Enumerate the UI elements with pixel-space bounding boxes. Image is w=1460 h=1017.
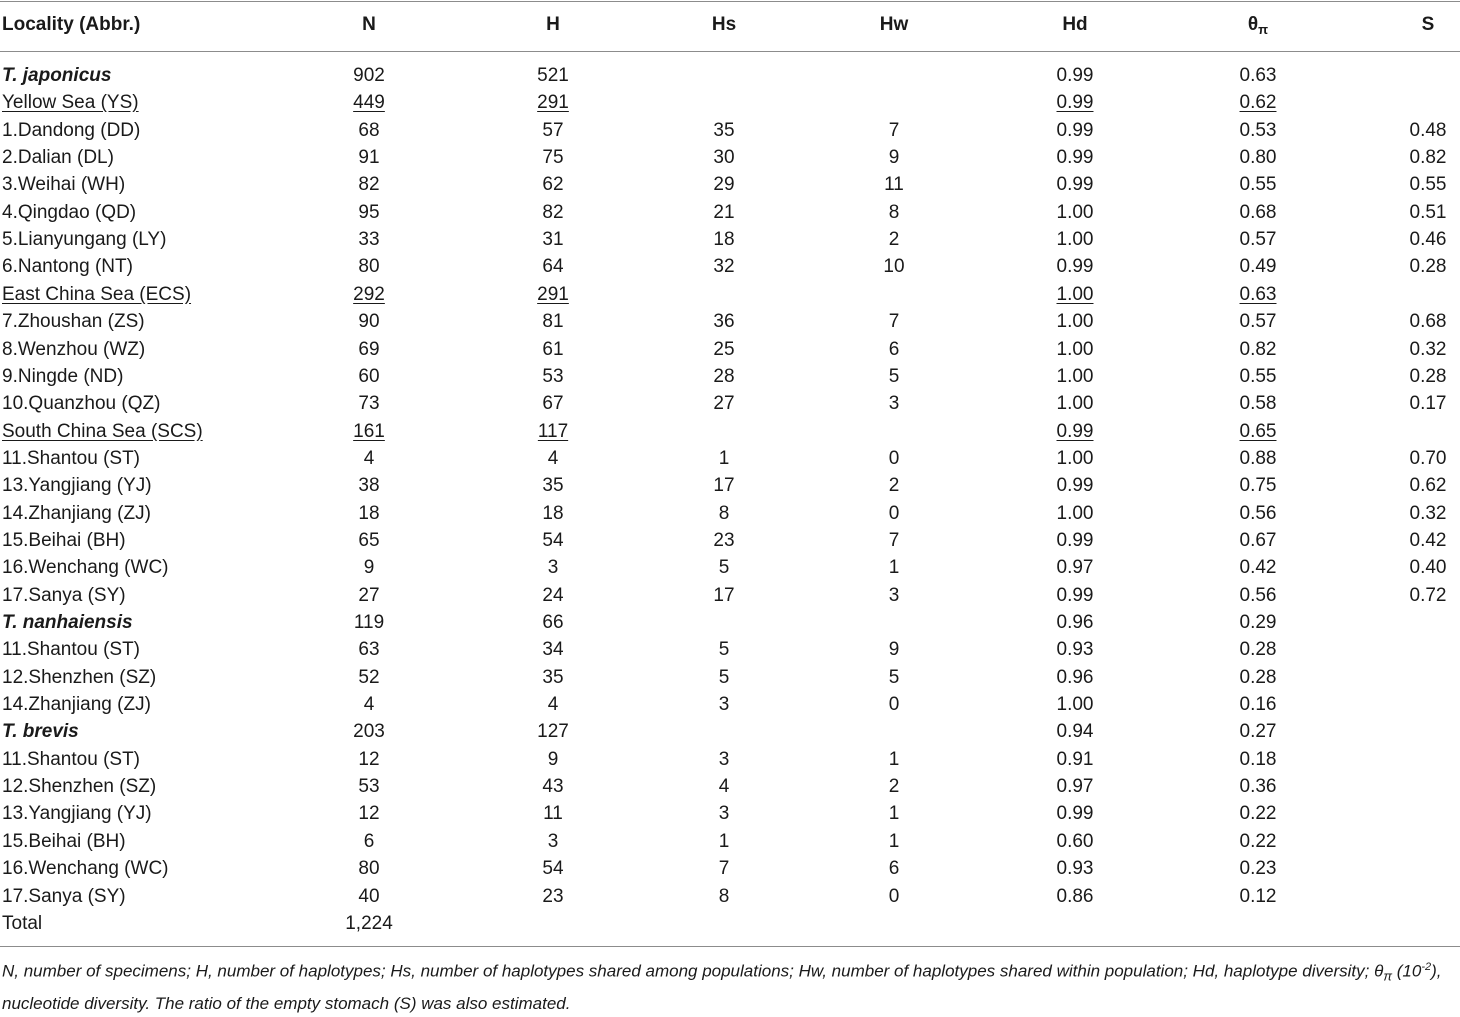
cell-h: 24	[542, 584, 564, 606]
cell-h: 62	[542, 174, 564, 196]
cell-hw: 7	[888, 529, 900, 551]
cell-theta: 0.63	[1239, 65, 1277, 86]
cell-hs: 8	[718, 502, 730, 524]
cell-h: 18	[542, 502, 564, 524]
cell-hw: 0	[888, 885, 900, 907]
table-row	[0, 472, 1460, 499]
table-header-rule	[0, 51, 1460, 52]
table-row	[0, 308, 1460, 335]
cell-hd: 0.60	[1056, 830, 1094, 852]
table-row	[0, 664, 1460, 691]
cell-n: 53	[358, 776, 380, 798]
cell-theta: 0.53	[1239, 119, 1277, 141]
cell-hd: 0.96	[1056, 666, 1094, 688]
cell-hw: 8	[888, 201, 900, 223]
cell-hw: 6	[888, 858, 900, 880]
cell-theta: 0.29	[1239, 612, 1277, 633]
cell-theta: 0.62	[1239, 92, 1277, 114]
cell-hs: 27	[713, 393, 735, 415]
cell-n: 65	[358, 529, 380, 551]
species-row	[0, 62, 1460, 89]
cell-locality: 11.Shantou (ST)	[2, 639, 141, 661]
header-hs: Hs	[711, 14, 737, 35]
cell-s: 0.32	[1409, 338, 1447, 360]
table-row	[0, 828, 1460, 855]
cell-theta: 0.16	[1239, 694, 1277, 716]
table-row	[0, 746, 1460, 773]
table-row	[0, 500, 1460, 527]
cell-hs: 3	[718, 748, 730, 770]
species-row	[0, 609, 1460, 636]
cell-hd: 0.97	[1056, 776, 1094, 798]
cell-n: 63	[358, 639, 380, 661]
cell-theta: 0.27	[1239, 721, 1277, 743]
cell-n: 18	[358, 502, 380, 524]
cell-n: 12	[358, 748, 380, 770]
cell-n: 60	[358, 365, 380, 387]
cell-hw: 3	[888, 393, 900, 415]
cell-hw: 9	[888, 147, 900, 169]
cell-n: 80	[358, 256, 380, 278]
cell-hw: 0	[888, 447, 900, 469]
header-n: N	[362, 14, 376, 35]
region-row	[0, 89, 1460, 116]
cell-h: 53	[542, 365, 564, 387]
cell-hd: 0.99	[1056, 256, 1094, 278]
table-row	[0, 171, 1460, 198]
cell-s: 0.28	[1409, 256, 1447, 278]
header-theta-symbol: θ	[1247, 14, 1259, 35]
cell-h: 23	[542, 885, 564, 907]
cell-h: 291	[537, 283, 569, 305]
cell-theta: 0.42	[1239, 557, 1277, 579]
cell-hd: 0.93	[1056, 639, 1094, 661]
cell-n: 902	[353, 65, 385, 86]
table-row	[0, 691, 1460, 718]
cell-hd: 0.86	[1056, 885, 1094, 907]
cell-hw: 3	[888, 584, 900, 606]
cell-hd: 1.00	[1056, 338, 1094, 360]
cell-s: 0.68	[1409, 311, 1447, 333]
cell-theta: 0.56	[1239, 584, 1277, 606]
table-row	[0, 883, 1460, 910]
cell-h: 81	[542, 311, 564, 333]
footnote-text-1: N, number of specimens; H, number of haplotypes; Hs, number of haplotypes shared among populations; Hw, number of haplotypes shared within population; Hd, haplotype diversity; θ	[2, 961, 1384, 981]
cell-locality: 14.Zhanjiang (ZJ)	[2, 694, 151, 716]
cell-h: 11	[543, 803, 563, 825]
cell-theta: 0.56	[1239, 502, 1277, 524]
cell-s: 0.17	[1409, 393, 1447, 415]
cell-locality: 16.Wenchang (WC)	[2, 858, 169, 880]
cell-hs: 5	[718, 557, 730, 579]
header-theta-subscript: π	[1258, 22, 1269, 37]
cell-locality: T. brevis	[2, 721, 79, 743]
cell-locality: 1.Dandong (DD)	[2, 119, 141, 141]
cell-s: 0.55	[1409, 174, 1447, 196]
cell-locality: Yellow Sea (YS)	[2, 92, 139, 114]
cell-hw: 10	[883, 256, 905, 278]
cell-locality: South China Sea (SCS)	[2, 420, 203, 442]
cell-h: 4	[547, 447, 559, 469]
cell-hd: 1.00	[1056, 365, 1094, 387]
cell-locality: Total	[2, 912, 43, 934]
cell-n: 82	[358, 174, 380, 196]
cell-h: 61	[542, 338, 564, 360]
cell-theta: 0.55	[1239, 174, 1277, 196]
cell-hw: 6	[888, 338, 900, 360]
cell-locality: 12.Shenzhen (SZ)	[2, 776, 157, 798]
cell-locality: 17.Sanya (SY)	[2, 584, 126, 606]
cell-h: 57	[542, 119, 564, 141]
cell-locality: 9.Ningde (ND)	[2, 365, 124, 387]
cell-h: 43	[542, 776, 564, 798]
cell-hw: 2	[888, 229, 900, 251]
cell-s: 0.72	[1409, 584, 1447, 606]
cell-s: 0.82	[1409, 147, 1447, 169]
header-hw: Hw	[879, 14, 909, 35]
cell-locality: 15.Beihai (BH)	[2, 830, 126, 852]
cell-theta: 0.68	[1239, 201, 1277, 223]
cell-n: 292	[353, 283, 385, 305]
cell-hd: 0.99	[1056, 475, 1094, 497]
cell-locality: 4.Qingdao (QD)	[2, 201, 137, 223]
cell-theta: 0.75	[1239, 475, 1277, 497]
cell-n: 38	[358, 475, 380, 497]
table-row	[0, 527, 1460, 554]
cell-n: 52	[358, 666, 380, 688]
cell-hs: 23	[713, 529, 735, 551]
cell-n: 119	[353, 612, 385, 633]
cell-hs: 21	[713, 201, 735, 223]
cell-hd: 1.00	[1056, 311, 1094, 333]
species-row	[0, 718, 1460, 745]
cell-h: 127	[537, 721, 569, 743]
cell-locality: 10.Quanzhou (QZ)	[2, 393, 161, 415]
cell-n: 4	[363, 694, 375, 716]
cell-h: 31	[542, 229, 564, 251]
cell-h: 521	[537, 65, 569, 86]
cell-hw: 9	[888, 639, 900, 661]
cell-h: 66	[542, 612, 564, 633]
cell-h: 67	[542, 393, 564, 415]
cell-theta: 0.57	[1239, 311, 1277, 333]
cell-locality: 3.Weihai (WH)	[2, 174, 126, 196]
cell-h: 75	[542, 147, 564, 169]
cell-theta: 0.36	[1239, 776, 1277, 798]
cell-locality: 2.Dalian (DL)	[2, 147, 114, 169]
cell-hd: 0.99	[1056, 92, 1094, 114]
cell-hs: 1	[718, 447, 730, 469]
cell-n: 80	[358, 858, 380, 880]
cell-locality: 6.Nantong (NT)	[2, 256, 133, 278]
cell-hw: 11	[884, 174, 904, 196]
cell-locality: 12.Shenzhen (SZ)	[2, 666, 157, 688]
cell-n: 33	[358, 229, 380, 251]
cell-s: 0.70	[1409, 447, 1447, 469]
cell-hs: 32	[713, 256, 735, 278]
cell-locality: East China Sea (ECS)	[2, 283, 192, 305]
footnote-text-3: ), nucleotide diversity. The ratio of the empty stomach (S) was also estimated.	[2, 961, 1442, 1013]
cell-n: 4	[363, 447, 375, 469]
cell-hd: 0.91	[1056, 748, 1094, 770]
cell-locality: T. nanhaiensis	[2, 612, 133, 633]
header-hd: Hd	[1062, 14, 1088, 35]
cell-hs: 28	[713, 365, 735, 387]
cell-h: 54	[542, 858, 564, 880]
table-bottom-rule	[0, 946, 1460, 947]
cell-theta: 0.28	[1239, 639, 1277, 661]
cell-hd: 1.00	[1056, 447, 1094, 469]
cell-locality: T. japonicus	[2, 65, 112, 86]
footnote-theta-subscript: π	[1383, 968, 1393, 984]
table-top-rule	[0, 1, 1460, 2]
cell-hs: 17	[713, 584, 735, 606]
cell-hw: 5	[888, 365, 900, 387]
cell-hd: 1.00	[1056, 201, 1094, 223]
cell-hs: 3	[718, 694, 730, 716]
cell-hw: 1	[888, 803, 900, 825]
table-row	[0, 117, 1460, 144]
cell-theta: 0.88	[1239, 447, 1277, 469]
cell-hs: 8	[718, 885, 730, 907]
cell-hw: 0	[888, 502, 900, 524]
cell-hd: 0.99	[1056, 65, 1094, 86]
table-row	[0, 226, 1460, 253]
table-row	[0, 554, 1460, 581]
cell-h: 34	[542, 639, 564, 661]
cell-n: 27	[358, 584, 380, 606]
cell-theta: 0.58	[1239, 393, 1277, 415]
cell-locality: 14.Zhanjiang (ZJ)	[2, 502, 151, 524]
cell-hd: 0.99	[1056, 529, 1094, 551]
table-row	[0, 636, 1460, 663]
cell-theta: 0.67	[1239, 529, 1277, 551]
table-row	[0, 582, 1460, 609]
cell-h: 9	[547, 748, 559, 770]
cell-n: 1,224	[345, 912, 393, 934]
cell-hs: 7	[718, 858, 730, 880]
cell-theta: 0.23	[1239, 858, 1277, 880]
cell-s: 0.42	[1409, 529, 1447, 551]
cell-n: 161	[353, 420, 385, 442]
cell-h: 291	[537, 92, 569, 114]
cell-theta: 0.22	[1239, 803, 1277, 825]
table-row	[0, 445, 1460, 472]
cell-theta: 0.65	[1239, 420, 1277, 442]
cell-theta: 0.80	[1239, 147, 1277, 169]
cell-h: 4	[547, 694, 559, 716]
cell-theta: 0.57	[1239, 229, 1277, 251]
cell-hd: 1.00	[1056, 694, 1094, 716]
cell-hs: 4	[718, 776, 730, 798]
cell-hw: 1	[888, 557, 900, 579]
region-row	[0, 281, 1460, 308]
cell-locality: 17.Sanya (SY)	[2, 885, 126, 907]
cell-hs: 17	[713, 475, 735, 497]
cell-locality: 13.Yangjiang (YJ)	[2, 475, 152, 497]
cell-locality: 11.Shantou (ST)	[2, 447, 141, 469]
cell-hd: 0.93	[1056, 858, 1094, 880]
cell-h: 54	[542, 529, 564, 551]
cell-hd: 0.99	[1056, 584, 1094, 606]
cell-hs: 5	[718, 639, 730, 661]
cell-hs: 35	[713, 119, 735, 141]
table-footnote	[2, 954, 1452, 1017]
cell-hw: 0	[888, 694, 900, 716]
cell-s: 0.51	[1409, 201, 1447, 223]
cell-locality: 5.Lianyungang (LY)	[2, 229, 167, 251]
cell-locality: 11.Shantou (ST)	[2, 748, 141, 770]
cell-h: 35	[542, 666, 564, 688]
cell-n: 203	[353, 721, 385, 743]
table-row	[0, 253, 1460, 280]
cell-locality: 15.Beihai (BH)	[2, 529, 126, 551]
table-row	[0, 144, 1460, 171]
cell-theta: 0.82	[1239, 338, 1277, 360]
cell-theta: 0.18	[1239, 748, 1277, 770]
cell-hw: 2	[888, 776, 900, 798]
cell-hd: 1.00	[1056, 283, 1094, 305]
cell-h: 117	[537, 420, 569, 442]
cell-hd: 0.99	[1056, 119, 1094, 141]
cell-hs: 5	[718, 666, 730, 688]
cell-h: 64	[542, 256, 564, 278]
cell-hw: 1	[888, 748, 900, 770]
region-row	[0, 418, 1460, 445]
cell-hd: 0.99	[1056, 147, 1094, 169]
cell-hd: 0.96	[1056, 612, 1094, 633]
cell-theta: 0.28	[1239, 666, 1277, 688]
cell-h: 35	[542, 475, 564, 497]
cell-hw: 7	[888, 119, 900, 141]
cell-n: 12	[358, 803, 380, 825]
cell-hs: 30	[713, 147, 735, 169]
cell-hs: 29	[713, 174, 735, 196]
cell-h: 3	[547, 557, 559, 579]
table-row	[0, 336, 1460, 363]
cell-locality: 8.Wenzhou (WZ)	[2, 338, 146, 360]
cell-s: 0.46	[1409, 229, 1447, 251]
cell-hd: 0.99	[1056, 174, 1094, 196]
table-row	[0, 363, 1460, 390]
cell-n: 73	[358, 393, 380, 415]
cell-hw: 7	[888, 311, 900, 333]
cell-hs: 36	[713, 311, 735, 333]
cell-hd: 1.00	[1056, 393, 1094, 415]
cell-locality: 7.Zhoushan (ZS)	[2, 311, 145, 333]
cell-hs: 25	[713, 338, 735, 360]
cell-h: 3	[547, 830, 559, 852]
cell-n: 449	[353, 92, 385, 114]
table-row	[0, 855, 1460, 882]
table-row	[0, 390, 1460, 417]
footnote-exponent: -2	[1421, 961, 1432, 973]
table-row	[0, 199, 1460, 226]
cell-hs: 18	[713, 229, 735, 251]
header-theta	[1248, 11, 1268, 43]
cell-theta: 0.49	[1239, 256, 1277, 278]
cell-theta: 0.12	[1239, 885, 1277, 907]
cell-hd: 0.97	[1056, 557, 1094, 579]
table-row	[0, 773, 1460, 800]
cell-theta: 0.55	[1239, 365, 1277, 387]
cell-hw: 1	[888, 830, 900, 852]
cell-hd: 1.00	[1056, 502, 1094, 524]
cell-locality: 16.Wenchang (WC)	[2, 557, 169, 579]
cell-hd: 1.00	[1056, 229, 1094, 251]
cell-hd: 0.99	[1056, 803, 1094, 825]
cell-theta: 0.22	[1239, 830, 1277, 852]
cell-hw: 2	[888, 475, 900, 497]
cell-theta: 0.63	[1239, 283, 1277, 305]
cell-hd: 0.94	[1056, 721, 1094, 743]
cell-s: 0.28	[1409, 365, 1447, 387]
cell-s: 0.32	[1409, 502, 1447, 524]
cell-locality: 13.Yangjiang (YJ)	[2, 803, 152, 825]
cell-hw: 5	[888, 666, 900, 688]
total-row	[0, 910, 1460, 937]
footnote-text-2: (10	[1392, 961, 1422, 981]
cell-n: 40	[358, 885, 380, 907]
table-row	[0, 800, 1460, 827]
cell-s: 0.40	[1409, 557, 1447, 579]
cell-n: 68	[358, 119, 380, 141]
header-h: H	[546, 14, 560, 35]
header-s: S	[1421, 14, 1435, 35]
header-locality: Locality (Abbr.)	[2, 14, 141, 35]
cell-hs: 3	[718, 803, 730, 825]
cell-n: 6	[363, 830, 375, 852]
cell-n: 91	[358, 147, 380, 169]
cell-hs: 1	[718, 830, 730, 852]
cell-n: 9	[363, 557, 375, 579]
cell-h: 82	[542, 201, 564, 223]
cell-n: 69	[358, 338, 380, 360]
cell-n: 90	[358, 311, 380, 333]
table-header-row	[0, 11, 1460, 38]
cell-n: 95	[358, 201, 380, 223]
cell-s: 0.62	[1409, 475, 1447, 497]
cell-s: 0.48	[1409, 119, 1447, 141]
cell-hd: 0.99	[1056, 420, 1094, 442]
